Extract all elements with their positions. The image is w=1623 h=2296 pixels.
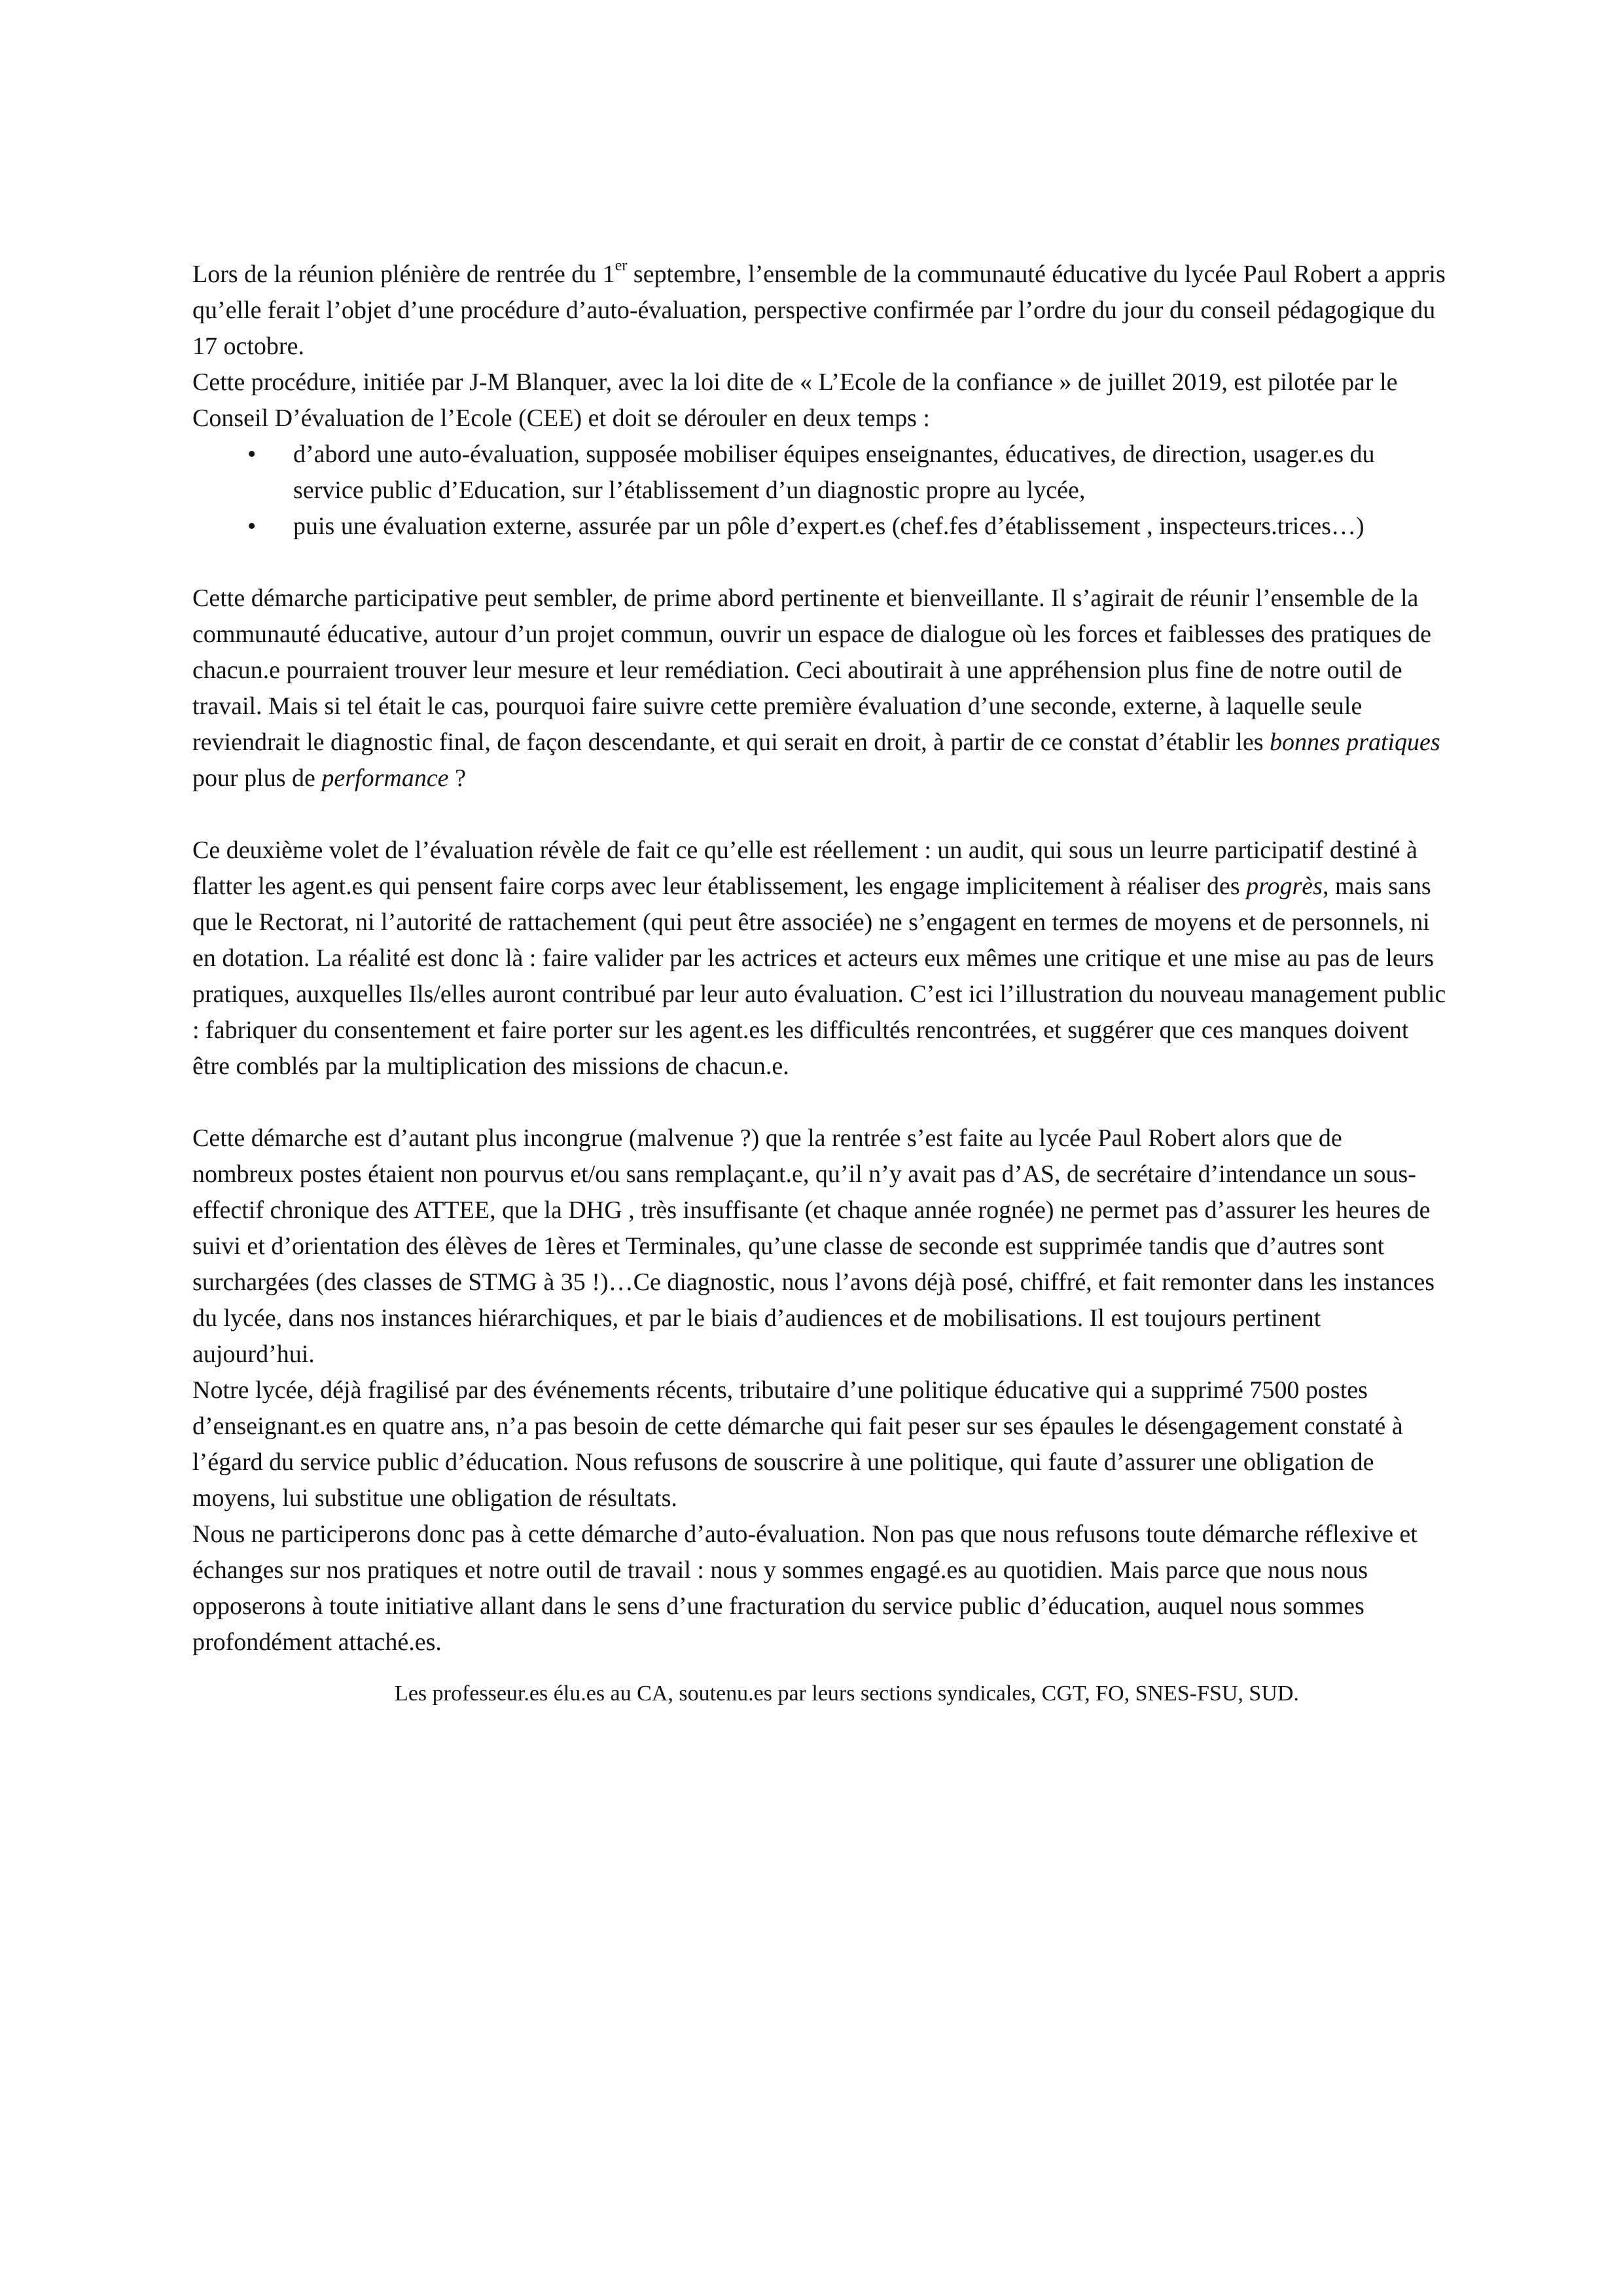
paragraph-text: , mais sans que le Rectorat, ni l’autorité de rattachement (qui peut être associée) ne s’engagent en termes de moyens et de personnels, ni en dotation. La réalité est donc là : faire valider par les actrices et acteurs eux mêmes une critique et une mise au pas de leurs pratiques, auxquelles Ils/elles auront contribué par leur auto évaluation. C’est ici l’illustration du nouveau management public : fabriquer du consentement et faire porter sur les agent.es les difficultés rencontrées, et suggérer que ces manques doivent être comblés par la multiplication des missions de chacun.e. <box>192 872 1446 1080</box>
bullet-list <box>192 437 1449 545</box>
list-item <box>192 509 1449 545</box>
superscript-er: er <box>615 257 628 275</box>
paragraph-intro-text: Lors de la réunion plénière de rentrée du 1 <box>192 260 615 288</box>
italic-text: bonnes pratiques <box>1270 728 1440 756</box>
paragraph-text: Ce deuxième volet de l’évaluation révèle de fait ce qu’elle est réellement : un audit, qui sous un leurre participatif destiné à flatter les agent.es qui pensent faire corps avec leur établissement, les engage implicitement à réaliser des <box>192 836 1418 900</box>
paragraph-conclusion: Nous ne participerons donc pas à cette démarche d’auto-évaluation. Non pas que nous refusons toute démarche réflexive et échanges sur nos pratiques et notre outil de travail : nous y sommes engagé.es au quotidien. Mais parce que nous nous opposerons à toute initiative allant dans le sens d’une fracturation du service public d’éducation, auquel nous sommes profondément attaché.es. <box>192 1520 1418 1656</box>
bullet-icon: • <box>247 512 257 540</box>
paragraph-procedure: Cette procédure, initiée par J-M Blanquer, avec la loi dite de « L’Ecole de la confiance » de juillet 2019, est pilotée par le Conseil D’évaluation de l’Ecole (CEE) et doit se dérouler en deux temps : <box>192 368 1398 432</box>
paragraph-audit <box>192 833 1449 1085</box>
paragraph-intro <box>192 257 1449 365</box>
italic-text: progrès <box>1246 872 1323 900</box>
list-item-text: d’abord une auto-évaluation, supposée mobiliser équipes enseignantes, éducatives, de direction, usager.es du service public d’Education, sur l’établissement d’un diagnostic propre au lycée, <box>293 440 1375 504</box>
document-page <box>192 257 1449 1710</box>
paragraph-participative <box>192 581 1449 797</box>
paragraph-text: ? <box>448 764 466 792</box>
list-item-text: puis une évaluation externe, assurée par un pôle d’expert.es (chef.fes d’établissement , inspecteurs.trices…) <box>293 512 1364 540</box>
paragraph-lycee: Notre lycée, déjà fragilisé par des événements récents, tributaire d’une politique éducative qui a supprimé 7500 postes d’enseignant.es en quatre ans, n’a pas besoin de cette démarche qui fait peser sur ses épaules le désengagement constaté à l’égard du service public d’éducation. Nous refusons de souscrire à une politique, qui faute d’assurer une obligation de moyens, lui substitue une obligation de résultats. <box>192 1376 1403 1512</box>
paragraph-text: pour plus de <box>192 764 322 792</box>
bullet-icon: • <box>247 440 257 468</box>
signature: Les professeur.es élu.es au CA, soutenu.es par leurs sections syndicales, CGT, FO, SNES-FSU, SUD. <box>395 1681 1299 1706</box>
paragraph-rentree: Cette démarche est d’autant plus incongrue (malvenue ?) que la rentrée s’est faite au lycée Paul Robert alors que de nombreux postes étaient non pourvus et/ou sans remplaçant.e, qu’il n’y avait pas d’AS, de secrétaire d’intendance un sous-effectif chronique des ATTEE, que la DHG , très insuffisante (et chaque année rognée) ne permet pas d’assurer les heures de suivi et d’orientation des élèves de 1ères et Terminales, qu’une classe de seconde est supprimée tandis que d’autres sont surchargées (des classes de STMG à 35 !)…Ce diagnostic, nous l’avons déjà posé, chiffré, et fait remonter dans les instances du lycée, dans nos instances hiérarchiques, et par le biais d’audiences et de mobilisations. Il est toujours pertinent aujourd’hui. <box>192 1124 1435 1368</box>
paragraph-text: Cette démarche participative peut sembler, de prime abord pertinente et bienveillante. Il s’agirait de réunir l’ensemble de la communauté éducative, autour d’un projet commun, ouvrir un espace de dialogue où les forces et faiblesses des pratiques de chacun.e pourraient trouver leur mesure et leur remédiation. Ceci aboutirait à une appréhension plus fine de notre outil de travail. Mais si tel était le cas, pourquoi faire suivre cette première évaluation d’une seconde, externe, à laquelle seule reviendrait le diagnostic final, de façon descendante, et qui serait en droit, à partir de ce constat d’établir les <box>192 584 1432 756</box>
italic-text: performance <box>321 764 449 792</box>
paragraph-intro-text-cont: septembre, l’ensemble de la communauté éducative du lycée Paul Robert a appris qu’elle ferait l’objet d’une procédure d’auto-évaluation, perspective confirmée par l’ordre du jour du conseil pédagogique du 17 octobre. <box>192 260 1446 360</box>
list-item <box>192 437 1449 509</box>
